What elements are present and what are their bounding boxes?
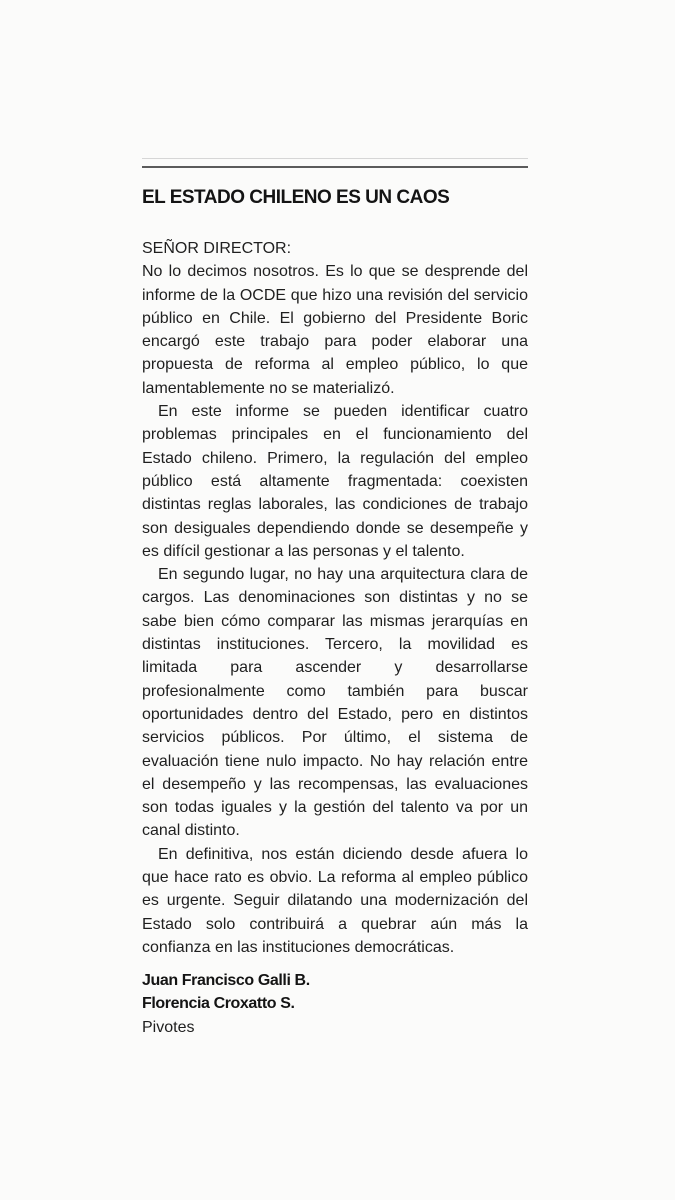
top-divider — [142, 166, 528, 168]
signature-block — [142, 969, 528, 1039]
signatory-name-2: Florencia Croxatto S. — [142, 995, 295, 1013]
top-divider-light — [142, 158, 528, 159]
letter-paragraph-1: No lo decimos nosotros. Es lo que se desprende del informe de la OCDE que hizo una revisión del servicio público en Chile. El gobierno del Presidente Boric encargó este trabajo para poder elaborar una propuesta de reforma al empleo público, lo que lamentablemente no se materializó. — [142, 263, 528, 397]
letter-paragraph-2: En este informe se pueden identificar cuatro problemas principales en el funcionamiento del Estado chileno. Primero, la regulación del empleo público está altamente fragmentada: coexisten distintas reglas laborales, las condiciones de trabajo son desiguales dependiendo donde se desempeñe y es difícil gestionar a las personas y el talento. — [142, 403, 528, 560]
letter-body — [142, 237, 528, 959]
signatory-organization: Pivotes — [142, 1018, 195, 1036]
letter-paragraph-4: En definitiva, nos están diciendo desde afuera lo que hace rato es obvio. La reforma al empleo público es urgente. Seguir dilatando una modernización del Estado solo contribuirá a quebrar aún más la confianza en las instituciones democráticas. — [142, 845, 528, 956]
letter-headline: EL ESTADO CHILENO ES UN CAOS — [142, 187, 450, 208]
letter-salutation: SEÑOR DIRECTOR: — [142, 240, 292, 257]
signatory-name-1: Juan Francisco Galli B. — [142, 972, 310, 989]
letter-paragraph-3: En segundo lugar, no hay una arquitectura clara de cargos. Las denominaciones son distintas y no se sabe bien cómo comparar las mismas jerarquías en distintas instituciones. Tercero, la movilidad es limitada para ascender y desarrollarse profesionalmente como también para buscar oportunidades dentro del Estado, pero en distintos servicios públicos. Por último, el sistema de evaluación tiene nulo impacto. No hay relación entre el desempeño y las recompensas, las evaluaciones son todas iguales y la gestión del talento va por un canal distinto. — [142, 566, 528, 840]
